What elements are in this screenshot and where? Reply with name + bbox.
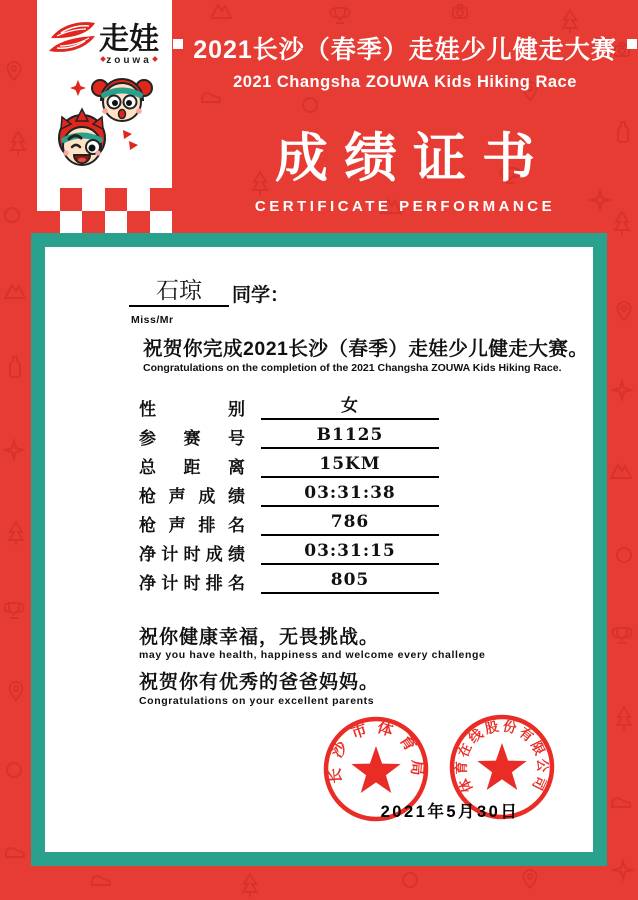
sparkle-icon [70,80,86,96]
field-value: B1125 [261,426,439,449]
field-row-net-time [139,536,439,565]
field-value: 女 [261,397,439,420]
field-label: 枪声成绩 [139,487,245,507]
logo-dot-left [100,56,106,62]
boy-mascot [59,109,105,165]
certificate-frame [31,233,607,866]
field-row-gun-rank [139,507,439,536]
header [172,0,638,233]
blessing-line1-cn: 祝你健康幸福，无畏挑战。 [139,627,380,648]
stamp-text-sports-bureau: 长沙市体育局 [326,718,426,785]
blessing-line2-en: Congratulations on your excellent parents [139,695,375,707]
name-row [129,279,289,307]
race-title-row [172,30,638,66]
field-row-distance [139,449,439,478]
field-row-bib-number [139,420,439,449]
certificate-date: 2021年5月30日 [380,803,520,821]
stamp-text-company: 体育在线股份有限公司 [453,718,551,795]
race-title-cn: 2021长沙（春季）走娃少儿健走大赛 [193,36,617,64]
title-bracket-left-icon [164,38,183,58]
field-label: 净计时排名 [139,574,245,594]
brand-panel [37,0,172,188]
logo-text-en: zouwa [106,55,152,66]
brand-artwork [37,0,172,188]
accent-triangle-icon [129,141,138,150]
certificate-title-cn: 成绩证书 [275,129,551,188]
zouwa-logo-icon [49,22,95,52]
logo-dot-right [152,56,158,62]
field-label: 性别 [139,400,245,420]
name-suffix: 同学： [232,285,290,307]
field-label: 总距离 [139,458,245,478]
blessing-line2-cn: 祝贺你有优秀的爸爸妈妈。 [139,672,380,693]
certificate-body [45,247,593,852]
field-value: 805 [261,571,439,594]
congrats-line-cn: 祝贺你完成2021长沙（春季）走娃少儿健走大赛。 [143,338,589,360]
field-value: 15KM [261,455,439,478]
congrats-line-en: Congratulations on the completion of the 2021 Changsha ZOUWA Kids Hiking Race. [143,362,562,374]
field-value: 03:31:15 [261,542,439,565]
field-label: 净计时成绩 [139,545,245,565]
checkerboard-decoration [37,188,172,233]
blessing-line1-en: may you have health, happiness and welcome every challenge [139,649,486,661]
logo-text-cn: 走娃 [99,23,159,56]
field-row-gun-time [139,478,439,507]
accent-triangle-icon [123,130,132,139]
field-label: 参赛号 [139,429,245,449]
field-value: 03:31:38 [261,484,439,507]
certificate-title-en: CERTIFICATE PERFORMANCE [254,198,556,215]
field-value: 786 [261,513,439,536]
field-row-gender [139,391,439,420]
name-caption: Miss/Mr [131,314,174,326]
recipient-name: 石琼 [129,279,229,307]
race-title-en: 2021 Changsha ZOUWA Kids Hiking Race [233,73,577,91]
field-row-net-rank [139,565,439,594]
result-fields [139,391,439,594]
girl-mascot [92,79,152,121]
field-label: 枪声排名 [139,516,245,536]
title-bracket-right-icon [627,38,638,58]
